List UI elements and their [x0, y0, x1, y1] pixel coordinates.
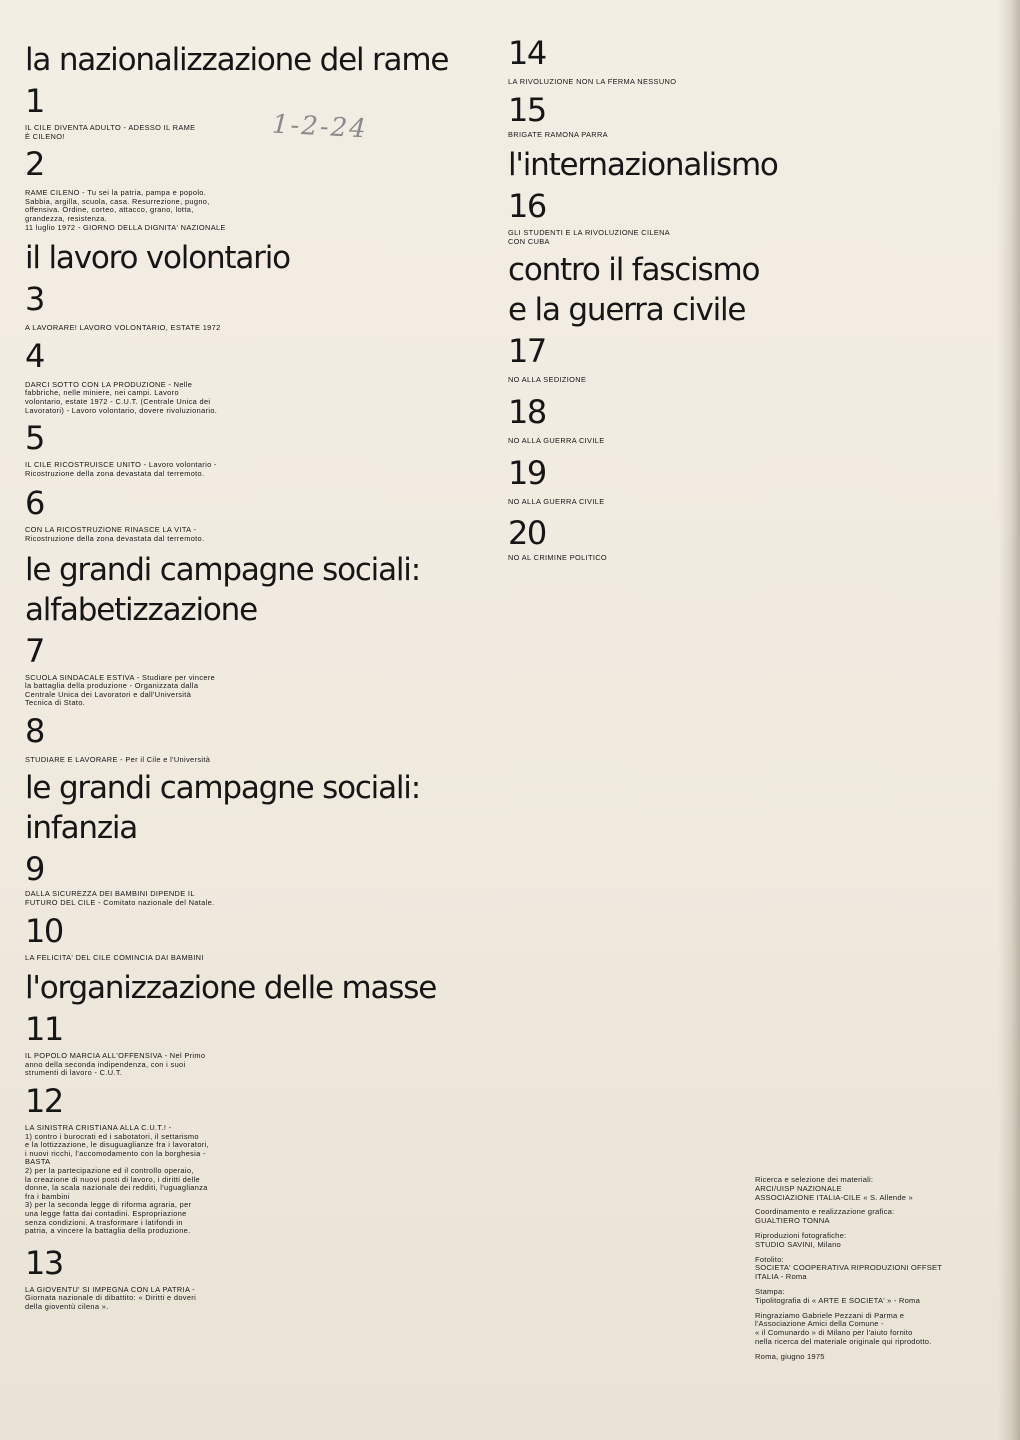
text-line: LA GIOVENTU' SI IMPEGNA CON LA PATRIA - — [25, 1284, 196, 1294]
text-line: fabbriche, nelle miniere, nei campi. Lavoro — [25, 388, 179, 398]
credits-fotolito — [755, 1256, 985, 1282]
item-caption-10 — [25, 954, 505, 963]
item-number-8: 8 — [25, 711, 44, 750]
text-line: Ricerca e selezione dei materiali: — [755, 1175, 874, 1184]
section-heading-organizzazione: l'organizzazione delle masse — [25, 970, 437, 1007]
text-line: CON CUBA — [508, 236, 550, 246]
section-heading-internazionalismo: l'internazionalismo — [508, 147, 778, 184]
text-line: una legge fatta dai contadini. Espropriazione — [25, 1208, 187, 1218]
text-line: GLI STUDENTI E LA RIVOLUZIONE CILENA — [508, 228, 671, 238]
text-line: Tecnica di Stato. — [25, 698, 86, 708]
colophon-credits — [755, 1176, 985, 1368]
text-line: Stampa: — [755, 1286, 785, 1296]
text-line: nella ricerca del materiale originale qui riprodotto. — [755, 1336, 932, 1346]
item-number-14: 14 — [508, 34, 546, 72]
item-number-2: 2 — [25, 145, 44, 184]
text-line: la creazione di nuovi posti di lavoro, i diritti delle — [25, 1174, 201, 1184]
text-line: NO ALLA GUERRA CIVILE — [508, 496, 605, 506]
text-line: Ricostruzione della zona devastata dal terremoto. — [25, 468, 205, 478]
item-number-7: 7 — [25, 631, 44, 670]
text-line: NO ALLA GUERRA CIVILE — [508, 435, 605, 445]
text-line: strumenti di lavoro - C.U.T. — [25, 1068, 123, 1078]
text-line: senza condizioni. A trasformare i latifondi in — [25, 1217, 183, 1227]
item-caption-15 — [508, 131, 808, 140]
text-line: anno della seconda indipendenza, con i suoi — [25, 1059, 186, 1069]
text-line: NO AL CRIMINE POLITICO — [508, 553, 608, 563]
item-number-20: 20 — [508, 514, 546, 553]
text-line: BRIGATE RAMONA PARRA — [508, 129, 608, 139]
text-line: A LAVORARE! LAVORO VOLONTARIO, ESTATE 1972 — [25, 323, 221, 333]
text-line: Sabbia, argilla, scuola, casa. Resurrezione, pugno, — [25, 196, 210, 206]
right-column — [508, 36, 808, 563]
item-caption-20 — [508, 554, 808, 563]
item-caption-5 — [25, 461, 505, 478]
text-line: 11 luglio 1972 - GIORNO DELLA DIGNITA' NAZIONALE — [25, 222, 226, 232]
text-line: 3) per la seconda legge di riforma agraria, per — [25, 1200, 192, 1210]
text-line: Fotolito: — [755, 1254, 784, 1264]
text-line: IL POPOLO MARCIA ALL'OFFENSIVA - Nel Primo — [25, 1051, 206, 1061]
item-number-15: 15 — [508, 90, 546, 129]
text-line: LA FELICITA' DEL CILE COMINCIA DAI BAMBINI — [25, 952, 204, 962]
item-number-19: 19 — [508, 453, 546, 492]
text-line: SOCIETA' COOPERATIVA RIPRODUZIONI OFFSET — [755, 1263, 943, 1273]
item-caption-11 — [25, 1052, 505, 1078]
text-line: volontario, estate 1972 - C.U.T. (Centrale Unica dei — [25, 396, 211, 406]
text-line: patria, a vincere la battaglia della produzione. — [25, 1226, 191, 1236]
section-heading-alfabetizzazione-2: alfabetizzazione — [25, 591, 257, 628]
section-heading-lavoro: il lavoro volontario — [25, 240, 290, 277]
text-line: Giornata nazionale di dibattito: « Diritti e doveri — [25, 1293, 197, 1303]
section-heading-alfabetizzazione-1: le grandi campagne sociali: — [25, 551, 420, 588]
item-number-12: 12 — [25, 1082, 63, 1121]
text-line: GUALTIERO TONNA — [755, 1216, 830, 1226]
item-number-9: 9 — [25, 850, 44, 889]
item-caption-4 — [25, 381, 505, 415]
text-line: È CILENO! — [25, 131, 65, 141]
text-line: Lavoratori) - Lavoro volontario, dovere rivoluzionario. — [25, 405, 218, 415]
text-line: FUTURO DEL CILE - Comitato nazionale del Natale. — [25, 898, 215, 908]
credits-thanks — [755, 1312, 985, 1347]
item-caption-18 — [508, 437, 808, 446]
text-line: SCUOLA SINDACALE ESTIVA - Studiare per vincere — [25, 672, 216, 682]
item-number-5: 5 — [25, 419, 44, 458]
text-line: ITALIA - Roma — [755, 1272, 807, 1282]
text-line: STUDIO SAVINI, Milano — [755, 1239, 841, 1249]
item-number-13: 13 — [25, 1243, 63, 1282]
item-number-1: 1 — [25, 82, 44, 120]
item-caption-14 — [508, 78, 808, 87]
text-line: 2) per la partecipazione ed il controllo operaio, — [25, 1166, 194, 1175]
text-line: donne, la scala nazionale dei redditi, l'uguaglianza — [25, 1183, 208, 1193]
item-number-18: 18 — [508, 392, 546, 431]
text-line: grandezza, resistenza. — [25, 213, 108, 223]
text-line: 1) contro i burocrati ed i sabotatori, il settarismo — [25, 1131, 199, 1141]
section-heading-rame: la nazionalizzazione del rame — [25, 42, 449, 78]
text-line: LA RIVOLUZIONE NON LA FERMA NESSUNO — [508, 77, 677, 86]
text-line: Centrale Unica dei Lavoratori e dall'Università — [25, 689, 192, 699]
text-line: della gioventù cilena ». — [25, 1301, 109, 1311]
item-caption-3 — [25, 324, 505, 333]
text-line: Riproduzioni fotografiche: — [755, 1230, 847, 1240]
credits-date — [755, 1353, 985, 1362]
item-caption-17 — [508, 376, 808, 385]
item-number-3: 3 — [25, 280, 44, 319]
text-line: DALLA SICUREZZA DEI BAMBINI DIPENDE IL — [25, 889, 195, 899]
text-line: Ricostruzione della zona devastata dal terremoto. — [25, 533, 205, 543]
text-line: DARCI SOTTO CON LA PRODUZIONE - Nelle — [25, 379, 193, 389]
left-column — [25, 40, 505, 1312]
text-line: Coordinamento e realizzazione grafica: — [755, 1207, 895, 1217]
item-caption-1 — [25, 124, 505, 141]
text-line: Roma, giugno 1975 — [755, 1351, 825, 1361]
paper-edge-shadow — [998, 0, 1020, 1440]
text-line: IL CILE DIVENTA ADULTO - ADESSO IL RAME — [25, 123, 196, 132]
item-caption-7 — [25, 674, 505, 708]
credits-photography — [755, 1232, 985, 1250]
text-line: IL CILE RICOSTRUISCE UNITO - Lavoro volontario - — [25, 460, 217, 470]
credits-coordination — [755, 1208, 985, 1226]
text-line: BASTA — [25, 1157, 51, 1167]
text-line: Ringraziamo Gabriele Pezzani di Parma e — [755, 1310, 905, 1320]
text-line: RAME CILENO - Tu sei la patria, pampa e popolo. — [25, 188, 207, 198]
text-line: l'Associazione Amici della Comune - — [755, 1319, 884, 1329]
text-line: NO ALLA SEDIZIONE — [508, 375, 587, 385]
text-line: « il Comunardo » di Milano per l'aiuto fornito — [755, 1328, 913, 1338]
section-heading-infanzia-2: infanzia — [25, 810, 138, 847]
item-number-6: 6 — [25, 484, 44, 523]
item-caption-6 — [25, 526, 505, 543]
text-line: ARCI/UISP NAZIONALE — [755, 1183, 842, 1193]
item-number-16: 16 — [508, 187, 546, 226]
text-line: CON LA RICOSTRUZIONE RINASCE LA VITA - — [25, 525, 197, 535]
text-line: ASSOCIAZIONE ITALIA-CILE « S. Allende » — [755, 1192, 913, 1202]
item-caption-19 — [508, 498, 808, 507]
section-heading-fascismo-2: e la guerra civile — [508, 292, 746, 329]
item-caption-12 — [25, 1124, 505, 1236]
item-number-11: 11 — [25, 1010, 63, 1049]
section-heading-fascismo-1: contro il fascismo — [508, 252, 760, 289]
text-line: STUDIARE E LAVORARE - Per il Cile e l'Università — [25, 754, 211, 764]
text-line: i nuovi ricchi, l'accomodamento con la borghesia - — [25, 1148, 206, 1158]
credits-research — [755, 1176, 985, 1202]
text-line: la battaglia della produzione - Organizzata dalla — [25, 681, 199, 691]
text-line: LA SINISTRA CRISTIANA ALLA C.U.T.! - — [25, 1123, 172, 1133]
item-caption-9 — [25, 890, 505, 907]
credits-print — [755, 1288, 985, 1306]
section-heading-infanzia-1: le grandi campagne sociali: — [25, 770, 420, 807]
item-caption-16 — [508, 229, 808, 246]
item-number-10: 10 — [25, 911, 63, 950]
item-number-17: 17 — [508, 332, 546, 371]
text-line: Tipolitografia di « ARTE E SOCIETA' » - Roma — [755, 1295, 920, 1305]
text-line: offensiva. Ordine, corteo, attacco, grano, lotta, — [25, 205, 194, 215]
item-caption-8 — [25, 756, 505, 765]
text-line: e la lottizzazione, le disuguaglianze fra i lavoratori, — [25, 1140, 209, 1150]
handwritten-date: 1-2-24 — [271, 109, 369, 145]
item-caption-2 — [25, 189, 505, 232]
text-line: fra i bambini — [25, 1191, 70, 1201]
item-number-4: 4 — [25, 336, 44, 375]
item-caption-13 — [25, 1286, 505, 1312]
